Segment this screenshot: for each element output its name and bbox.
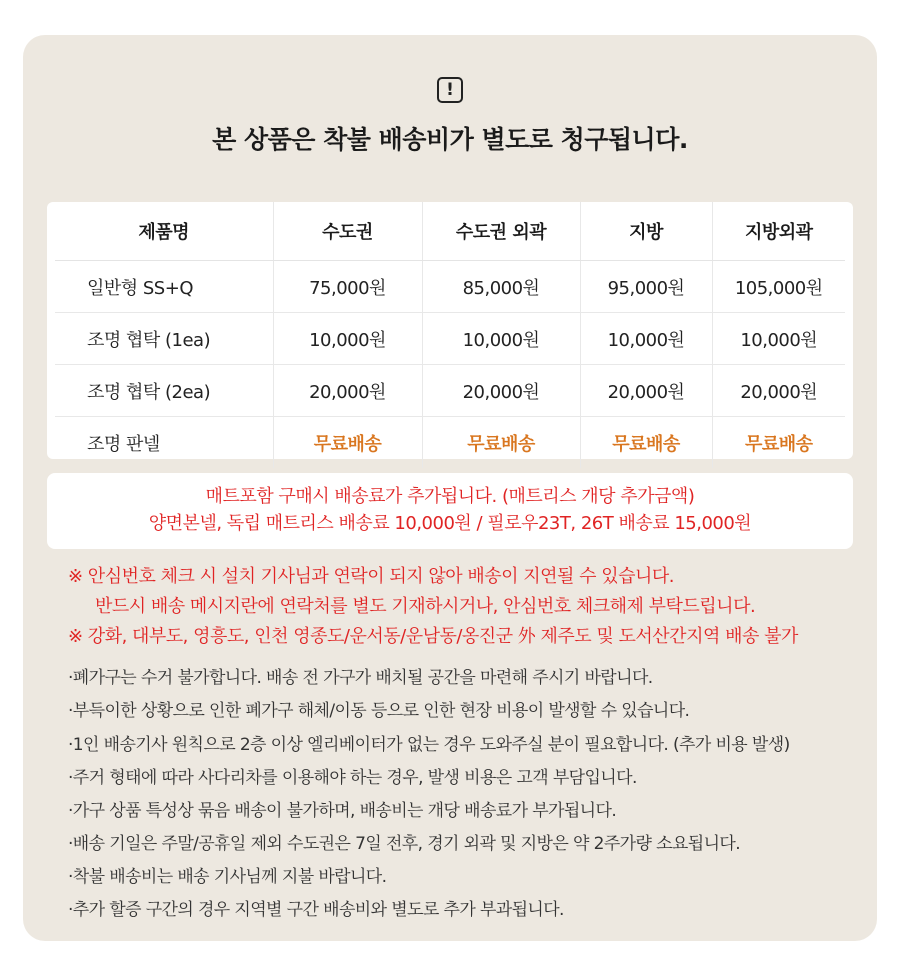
info-line: ·폐가구는 수거 불가합니다. 배송 전 가구가 배치될 공간을 마련해 주시기 바랍니다.: [68, 668, 653, 688]
page-title: 본 상품은 착불 배송비가 별도로 청구됩니다.: [212, 125, 688, 154]
col-header-local: 지방: [580, 202, 712, 261]
free-shipping-cell: 무료배송: [712, 417, 845, 469]
price-cell: 20,000원: [580, 365, 712, 417]
col-header-product: 제품명: [55, 202, 273, 261]
warning-line: ※ 강화, 대부도, 영흥도, 인천 영종도/운서동/운남동/옹진군 外 제주도 및 도서산간지역 배송 불가: [68, 626, 798, 647]
price-cell: 105,000원: [712, 261, 845, 313]
col-header-local-outskirts: 지방외곽: [712, 202, 845, 261]
col-header-capital-outskirts: 수도권 외곽: [422, 202, 580, 261]
price-cell: 85,000원: [422, 261, 580, 313]
info-line: ·가구 상품 특성상 묶음 배송이 불가하며, 배송비는 개당 배송료가 부가됩니다.: [68, 801, 617, 821]
info-line: ·추가 할증 구간의 경우 지역별 구간 배송비와 별도로 추가 부과됩니다.: [68, 900, 564, 920]
free-shipping-cell: 무료배송: [422, 417, 580, 469]
table-header-row: [55, 202, 845, 261]
info-line: ·1인 배송기사 원칙으로 2층 이상 엘리베이터가 없는 경우 도와주실 분이 필요합니다. (추가 비용 발생): [68, 735, 790, 755]
table-row: [55, 261, 845, 313]
row-label: 조명 판넬: [87, 433, 160, 455]
warning-line: ※ 안심번호 체크 시 설치 기사님과 연락이 되지 않아 배송이 지연될 수 있습니다.: [68, 566, 674, 587]
price-cell: 20,000원: [273, 365, 422, 417]
price-cell: 10,000원: [422, 313, 580, 365]
free-shipping-cell: 무료배송: [580, 417, 712, 469]
mattress-notice-line: 양면본넬, 독립 매트리스 배송료 10,000원 / 필로우23T, 26T 배송료 15,000원: [148, 513, 752, 534]
price-cell: 95,000원: [580, 261, 712, 313]
row-label: 조명 협탁 (1ea): [55, 313, 273, 365]
price-cell: 10,000원: [273, 313, 422, 365]
table-row: [55, 313, 845, 365]
col-header-capital: 수도권: [273, 202, 422, 261]
row-label: 일반형 SS+Q: [55, 261, 273, 313]
row-label: 조명 협탁 (2ea): [55, 365, 273, 417]
price-cell: 20,000원: [712, 365, 845, 417]
table-row: [55, 365, 845, 417]
price-cell: 10,000원: [712, 313, 845, 365]
price-cell: 20,000원: [422, 365, 580, 417]
info-line: ·착불 배송비는 배송 기사님께 지불 바랍니다.: [68, 867, 387, 887]
shipping-fee-table-panel: [47, 202, 853, 459]
info-line: ·배송 기일은 주말/공휴일 제외 수도권은 7일 전후, 경기 외곽 및 지방은 약 2주가량 소요됩니다.: [68, 834, 741, 854]
warning-line: 반드시 배송 메시지란에 연락처를 별도 기재하시거나, 안심번호 체크해제 부탁드립니다.: [95, 596, 756, 617]
shipping-fee-table: [55, 202, 845, 468]
table-row: [55, 417, 845, 469]
info-line: ·부득이한 상황으로 인한 폐가구 해체/이동 등으로 인한 현장 비용이 발생할 수 있습니다.: [68, 701, 690, 721]
price-cell: 10,000원: [580, 313, 712, 365]
exclamation-box-icon: !: [437, 77, 463, 103]
mattress-fee-notice: [47, 473, 853, 549]
mattress-notice-line: 매트포함 구매시 배송료가 추가됩니다. (매트리스 개당 추가금액): [205, 486, 695, 507]
free-shipping-cell: 무료배송: [273, 417, 422, 469]
info-line: ·주거 형태에 따라 사다리차를 이용해야 하는 경우, 발생 비용은 고객 부담입니다.: [68, 768, 637, 788]
price-cell: 75,000원: [273, 261, 422, 313]
